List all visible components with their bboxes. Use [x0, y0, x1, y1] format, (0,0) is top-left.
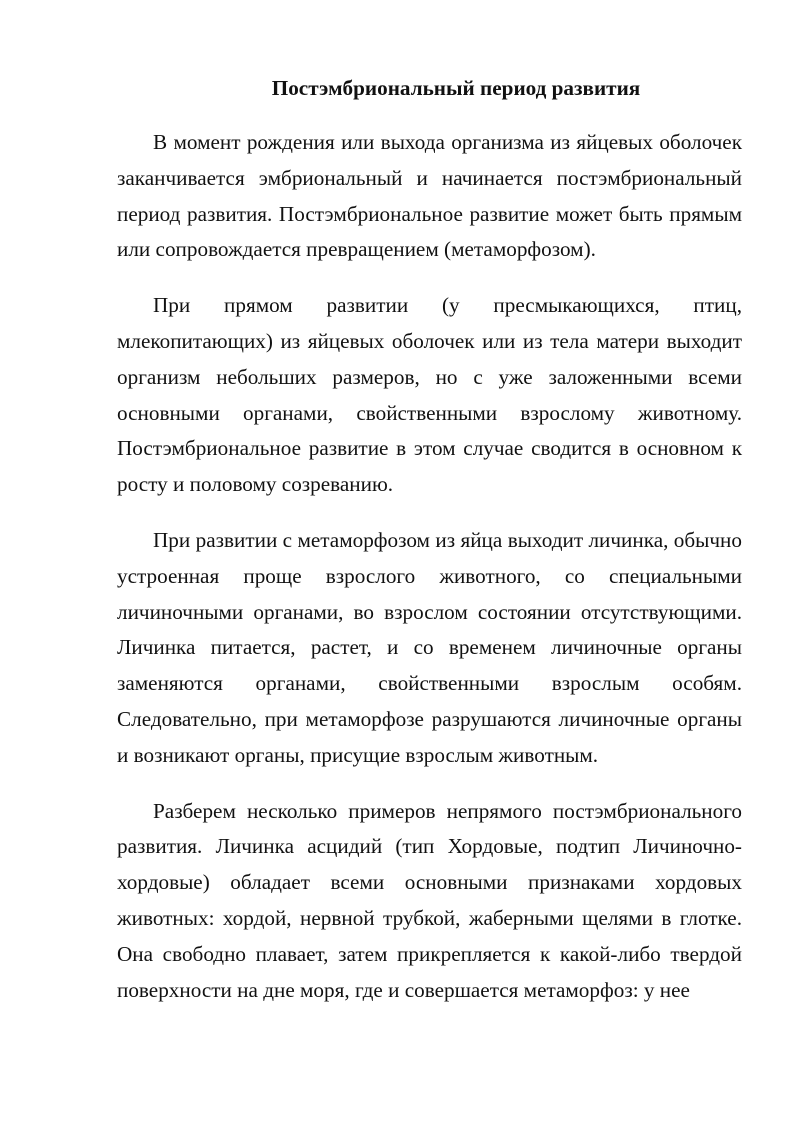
paragraph-3: При развитии с метаморфозом из яйца выходит личинка, обычно устроенная проще взрослого животного, со специальными личиночными органами, во взрослом состоянии отсутствующими. Личинка питается, растет, и со временем личиночные органы заменяются органами, свойственными взрослым особям. Следовательно, при метаморфозе разрушаются личиночные органы и возникают органы, присущие взрослым животным. — [117, 527, 742, 767]
document-title: Постэмбриональный период развития — [271, 76, 641, 100]
paragraph-4: Разберем несколько примеров непрямого постэмбрионального развития. Личинка асцидий (тип Хордовые, подтип Личиночно-хордовые) обладает всеми основными признаками хордовых животных: хордой, нервной трубкой, жаберными щелями в глотке. Она свободно плавает, затем прикрепляется к какой-либо твердой поверхности на дне моря, где и совершается метаморфоз: у нее — [117, 798, 742, 1002]
document-page — [117, 70, 742, 1028]
paragraph-1: В момент рождения или выхода организма из яйцевых оболочек заканчивается эмбриональный и начинается постэмбриональный период развития. Постэмбриональное развитие может быть прямым или сопровождается превращением (метаморфозом). — [117, 130, 742, 262]
paragraph-2: При прямом развитии (у пресмыкающихся, птиц, млекопитающих) из яйцевых оболочек или из тела матери выходит организм небольших размеров, но с уже заложенными всеми основными органами, свойственными взрослому животному. Постэмбриональное развитие в этом случае сводится в основном к росту и половому созреванию. — [117, 293, 742, 497]
